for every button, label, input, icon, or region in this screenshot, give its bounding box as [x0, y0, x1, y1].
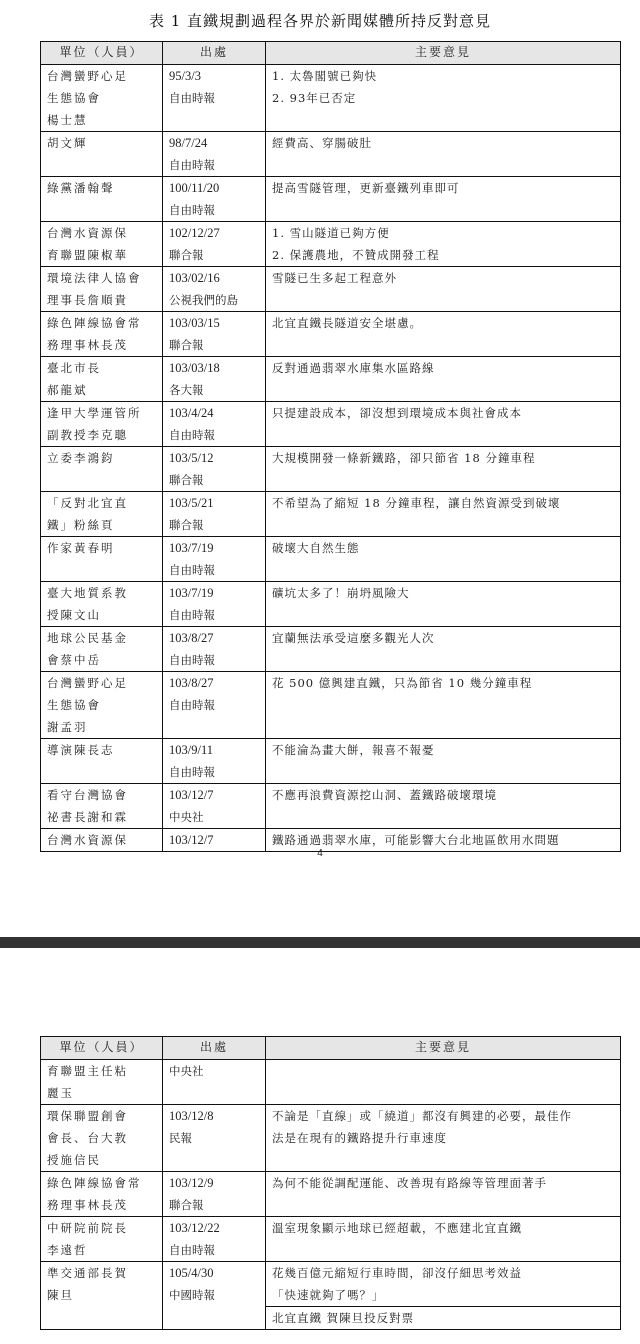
unit-text: 立委李鴻鈞 [47, 451, 115, 465]
source-date: 103/8/27 [169, 631, 214, 645]
cell-source [163, 627, 266, 672]
unit-text: 理事長詹順貴 [47, 293, 128, 307]
unit-text: 郝龍斌 [47, 383, 88, 397]
header-unit: 單位（人員） [41, 42, 163, 65]
cell-unit [41, 492, 163, 537]
source-media: 聯合報 [169, 473, 204, 487]
source-date: 103/03/15 [169, 316, 220, 330]
cell-unit [41, 739, 163, 784]
cell-unit [41, 447, 163, 492]
unit-text: 祕書長謝和霖 [47, 810, 128, 824]
cell-opinion [266, 312, 621, 357]
opinion-text: 花 500 億興建直鐵，只為節省 10 幾分鐘車程 [272, 676, 533, 690]
opinion-text: 經費高、穿腸破肚 [272, 136, 372, 150]
opinion-text: 雪隧已生多起工程意外 [272, 271, 397, 285]
unit-text: 授陳文山 [47, 608, 101, 622]
unit-text: 楊士慧 [47, 113, 88, 127]
cell-source [163, 537, 266, 582]
source-date: 103/7/19 [169, 586, 214, 600]
cell-source [163, 1060, 266, 1105]
source-date: 103/12/9 [169, 1176, 214, 1190]
opinion-text: 2. 保護農地，不贊成開發工程 [272, 248, 440, 262]
source-date: 103/4/24 [169, 406, 214, 420]
cell-source [163, 357, 266, 402]
unit-text: 生態協會 [47, 91, 101, 105]
cell-unit [41, 784, 163, 829]
source-media: 自由時報 [169, 91, 215, 105]
source-date: 103/12/7 [169, 788, 214, 802]
cell-opinion [266, 537, 621, 582]
cell-unit [41, 1105, 163, 1172]
table-row [41, 784, 621, 829]
source-media: 聯合報 [169, 518, 204, 532]
cell-source [163, 132, 266, 177]
unit-text: 台灣蠻野心足 [47, 676, 128, 690]
cell-opinion [266, 784, 621, 829]
source-media: 自由時報 [169, 563, 215, 577]
cell-source [163, 582, 266, 627]
unit-text: 環境法律人協會 [47, 271, 142, 285]
table-row [41, 1172, 621, 1217]
source-date: 103/9/11 [169, 743, 213, 757]
opinion-text: 為何不能從調配運能、改善現有路線等管理面著手 [272, 1176, 547, 1190]
cell-source [163, 447, 266, 492]
source-media: 各大報 [169, 383, 204, 397]
cell-unit [41, 222, 163, 267]
table-row [41, 447, 621, 492]
table-title: 表 1 直鐵規劃過程各界於新聞媒體所持反對意見 [148, 12, 492, 30]
cell-source [163, 1105, 266, 1172]
unit-text: 臺大地質系教 [47, 586, 128, 600]
source-date: 103/8/27 [169, 676, 214, 690]
cell-unit [41, 672, 163, 739]
cell-source [163, 65, 266, 132]
unit-text: 準交通部長賀 [47, 1266, 128, 1280]
opinion-text: 不希望為了縮短 18 分鐘車程，讓自然資源受到破壞 [272, 496, 561, 510]
table-row [41, 492, 621, 537]
opinion-text: 反對通過翡翠水庫集水區路線 [272, 361, 435, 375]
cell-source [163, 402, 266, 447]
cell-opinion [266, 1105, 621, 1172]
cell-unit [41, 627, 163, 672]
cell-unit [41, 582, 163, 627]
source-media: 自由時報 [169, 428, 215, 442]
source-media: 聯合報 [169, 338, 204, 352]
table-row [41, 582, 621, 627]
header-opinion: 主要意見 [266, 1037, 621, 1060]
page-number: 4 [317, 848, 323, 859]
cell-opinion [266, 739, 621, 784]
unit-text: 李遠哲 [47, 1243, 88, 1257]
cell-source [163, 1217, 266, 1262]
source-media: 民報 [169, 1131, 192, 1145]
document-page-2 [0, 948, 640, 1344]
opinion-text: 提高雪隧管理，更新臺鐵列車即可 [272, 181, 460, 195]
opinion-text: 不應再浪費資源挖山洞、蓋鐵路破壞環境 [272, 788, 497, 802]
unit-text: 環保聯盟創會 [47, 1109, 128, 1123]
unit-text: 副教授李克聰 [47, 428, 128, 442]
source-date: 103/02/16 [169, 271, 220, 285]
unit-text: 鐵」粉絲頁 [47, 518, 115, 532]
cell-unit [41, 357, 163, 402]
table-row [41, 357, 621, 402]
unit-text: 綠色陣線協會常 [47, 316, 142, 330]
opinion-text: 「快速就夠了嗎？」 [272, 1288, 385, 1302]
cell-unit [41, 312, 163, 357]
cell-source [163, 739, 266, 784]
cell-unit [41, 65, 163, 132]
cell-unit [41, 1262, 163, 1330]
table-row [41, 1105, 621, 1172]
cell-opinion [266, 1060, 621, 1105]
source-media: 自由時報 [169, 653, 215, 667]
cell-opinion [266, 627, 621, 672]
source-media: 中央社 [169, 1064, 204, 1078]
cell-source [163, 1172, 266, 1217]
cell-opinion [266, 65, 621, 132]
unit-text: 陳旦 [47, 1288, 74, 1302]
source-media: 自由時報 [169, 203, 215, 217]
source-media: 聯合報 [169, 248, 204, 262]
cell-unit [41, 1172, 163, 1217]
unit-text: 導演陳長志 [47, 743, 115, 757]
cell-opinion [266, 177, 621, 222]
source-media: 自由時報 [169, 765, 215, 779]
table-row [41, 672, 621, 739]
table-row [41, 222, 621, 267]
source-media: 自由時報 [169, 1243, 215, 1257]
unit-text: 逢甲大學運管所 [47, 406, 142, 420]
table-row [41, 627, 621, 672]
cell-opinion [266, 492, 621, 537]
source-date: 103/5/12 [169, 451, 214, 465]
header-source: 出處 [163, 1037, 266, 1060]
cell-opinion [266, 357, 621, 402]
unit-text: 育聯盟陳椒華 [47, 248, 128, 262]
table-row [41, 312, 621, 357]
source-date: 103/7/19 [169, 541, 214, 555]
opinion-text: 鐵路通過翡翠水庫，可能影響大台北地區飲用水問題 [272, 833, 560, 847]
source-date: 103/12/8 [169, 1109, 214, 1123]
opinion-text: 不論是「直線」或「繞道」都沒有興建的必要，最佳作 [272, 1109, 572, 1123]
opinion-text: 破壞大自然生態 [272, 541, 360, 555]
cell-opinion [266, 222, 621, 267]
source-date: 98/7/24 [169, 136, 208, 150]
unit-text: 台灣蠻野心足 [47, 69, 128, 83]
opinion-text: 只提建設成本，卻沒想到環境成本與社會成本 [272, 406, 522, 420]
unit-text: 中研院前院長 [47, 1221, 128, 1235]
source-media: 自由時報 [169, 158, 215, 172]
page-separator [0, 937, 640, 948]
opinion-text: 不能淪為畫大餅，報喜不報憂 [272, 743, 435, 757]
source-date: 102/12/27 [169, 226, 220, 240]
cell-opinion [266, 1262, 621, 1330]
unit-text: 生態協會 [47, 698, 101, 712]
unit-text: 地球公民基金 [47, 631, 128, 645]
opinion-text: 法是在現有的鐵路提升行車速度 [272, 1131, 447, 1145]
cell-source [163, 267, 266, 312]
table-row [41, 537, 621, 582]
cell-unit [41, 1217, 163, 1262]
table-row [41, 1262, 621, 1330]
opinion-text: 大規模開發一條新鐵路，卻只節省 18 分鐘車程 [272, 451, 536, 465]
opinion-text: 北宜直鐵長隧道安全堪慮。 [272, 316, 422, 330]
cell-unit [41, 1060, 163, 1105]
cell-opinion [266, 672, 621, 739]
source-date: 100/11/20 [169, 181, 220, 195]
unit-text: 會長、台大教 [47, 1131, 128, 1145]
opposition-table-part-2 [40, 1036, 621, 1330]
source-date: 103/03/18 [169, 361, 220, 375]
unit-text: 綠色陣線協會常 [47, 1176, 142, 1190]
unit-text: 育聯盟主任粘 [47, 1064, 128, 1078]
source-media: 中國時報 [169, 1288, 215, 1302]
source-date: 103/12/22 [169, 1221, 220, 1235]
cell-source [163, 222, 266, 267]
opposition-table-part-1 [40, 41, 621, 852]
cell-unit [41, 267, 163, 312]
source-date: 103/12/7 [169, 833, 214, 847]
table-row [41, 267, 621, 312]
unit-text: 胡文輝 [47, 136, 88, 150]
table-row [41, 1217, 621, 1262]
cell-source [163, 672, 266, 739]
cell-unit [41, 132, 163, 177]
unit-text: 授施信民 [47, 1153, 101, 1167]
cell-unit [41, 177, 163, 222]
opinion-text: 溫室現象顯示地球已經超載，不應建北宜直鐵 [272, 1221, 522, 1235]
source-media: 自由時報 [169, 608, 215, 622]
unit-text: 臺北市長 [47, 361, 101, 375]
source-media: 自由時報 [169, 698, 215, 712]
table-header-row [41, 1037, 621, 1060]
opinion-text: 宜蘭無法承受這麼多觀光人次 [272, 631, 435, 645]
cell-unit [41, 537, 163, 582]
source-date: 103/5/21 [169, 496, 214, 510]
unit-text: 台灣水資源保 [47, 833, 128, 847]
source-date: 95/3/3 [169, 69, 201, 83]
table-row [41, 65, 621, 132]
unit-text: 「反對北宜直 [47, 496, 128, 510]
source-media: 中央社 [169, 810, 204, 824]
header-opinion: 主要意見 [266, 42, 621, 65]
table-row [41, 1060, 621, 1105]
unit-text: 麗玉 [47, 1086, 74, 1100]
opinion-text: 礦坑太多了！崩坍風險大 [272, 586, 410, 600]
header-source: 出處 [163, 42, 266, 65]
cell-opinion [266, 267, 621, 312]
unit-text: 台灣水資源保 [47, 226, 128, 240]
unit-text: 務理事林長茂 [47, 1198, 128, 1212]
cell-source [163, 312, 266, 357]
unit-text: 綠黨潘翰聲 [47, 181, 115, 195]
source-media: 聯合報 [169, 1198, 204, 1212]
cell-source [163, 177, 266, 222]
cell-opinion [266, 447, 621, 492]
unit-text: 看守台灣協會 [47, 788, 128, 802]
opinion-text: 1. 雪山隧道已夠方便 [272, 226, 390, 240]
unit-text: 會蔡中岳 [47, 653, 101, 667]
table-row [41, 177, 621, 222]
unit-text: 務理事林長茂 [47, 338, 128, 352]
cell-source [163, 784, 266, 829]
table-row [41, 402, 621, 447]
opinion-headline: 北宜直鐵 賀陳旦投反對票 [272, 1311, 415, 1325]
source-date: 105/4/30 [169, 1266, 214, 1280]
header-unit: 單位（人員） [41, 1037, 163, 1060]
table-row [41, 739, 621, 784]
cell-unit [41, 402, 163, 447]
cell-opinion [266, 1172, 621, 1217]
cell-opinion [266, 1217, 621, 1262]
source-media: 公視我們的島 [169, 293, 238, 307]
cell-source [163, 1262, 266, 1330]
opinion-text: 1. 太魯閣號已夠快 [272, 69, 378, 83]
cell-source [163, 492, 266, 537]
opinion-text: 2. 93年已否定 [272, 91, 357, 105]
cell-opinion [266, 132, 621, 177]
cell-opinion [266, 582, 621, 627]
table-row [41, 132, 621, 177]
unit-text: 謝孟羽 [47, 720, 88, 734]
unit-text: 作家黃春明 [47, 541, 115, 555]
table-header-row [41, 42, 621, 65]
opinion-text: 花幾百億元縮短行車時間，卻沒仔細思考效益 [272, 1266, 522, 1280]
cell-opinion [266, 402, 621, 447]
